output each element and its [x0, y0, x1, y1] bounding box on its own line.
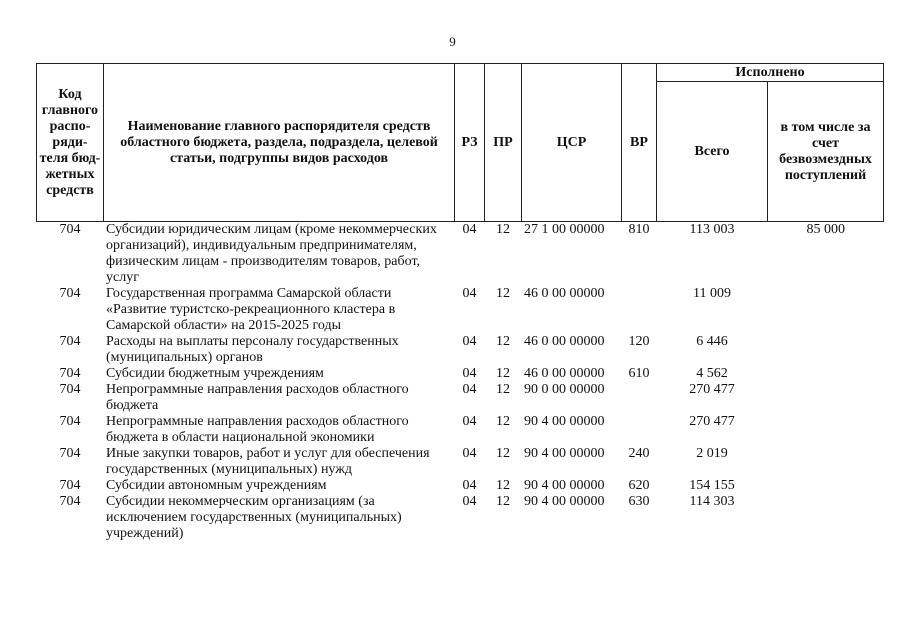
- cell-name: Государственная программа Самарской области «Развитие туристско-рекреационного кластера в Самарской области» на 2015-2025 годы: [106, 286, 396, 333]
- header-executed: Исполнено: [657, 64, 884, 82]
- header-rz: РЗ: [455, 64, 485, 222]
- cell-code: 704: [59, 334, 81, 349]
- cell-free: [768, 478, 884, 494]
- cell-name: Субсидии автономным учреждениям: [106, 478, 327, 493]
- table-row: [37, 222, 884, 287]
- cell-pr: 12: [496, 382, 510, 397]
- cell-code: 704: [59, 478, 81, 493]
- table-header: [37, 64, 884, 222]
- cell-free: 85 000: [806, 222, 845, 237]
- cell-rz: 04: [462, 334, 477, 349]
- cell-rz: 04: [462, 382, 477, 397]
- cell-code: 704: [59, 286, 81, 301]
- cell-free: [768, 382, 884, 414]
- cell-name: Непрограммные направления расходов областного бюджета: [106, 382, 409, 413]
- header-code: Код главного распо-ряди-теля бюд-жетных средств: [37, 64, 104, 222]
- cell-csr: 46 0 00 00000: [524, 366, 605, 381]
- cell-rz: 04: [462, 478, 477, 493]
- cell-name: Субсидии некоммерческим организациям (за исключением государственных (муниципальных) учреждений): [106, 494, 402, 541]
- cell-code: 704: [59, 414, 81, 429]
- cell-rz: 04: [462, 366, 477, 381]
- cell-pr: 12: [496, 366, 510, 381]
- header-name: Наименование главного распорядителя средств областного бюджета, раздела, подраздела, целевой статьи, подгруппы видов расходов: [104, 64, 455, 222]
- cell-pr: 12: [496, 478, 510, 493]
- cell-pr: 12: [496, 286, 510, 301]
- table-body: [37, 222, 884, 543]
- header-csr: ЦСР: [522, 64, 622, 222]
- cell-rz: 04: [462, 414, 477, 429]
- cell-total: 154 155: [689, 478, 735, 493]
- cell-vr: 240: [628, 446, 650, 461]
- table-row: [37, 382, 884, 414]
- cell-code: 704: [59, 222, 81, 237]
- header-vr: ВР: [622, 64, 657, 222]
- cell-name: Непрограммные направления расходов областного бюджета в области национальной экономики: [106, 414, 409, 445]
- budget-table: [36, 63, 884, 542]
- cell-rz: 04: [462, 446, 477, 461]
- cell-total: 11 009: [693, 286, 731, 301]
- cell-csr: 90 4 00 00000: [524, 478, 605, 493]
- table-row: [37, 478, 884, 494]
- cell-code: 704: [59, 494, 81, 509]
- cell-free: [768, 286, 884, 334]
- cell-rz: 04: [462, 494, 477, 509]
- cell-vr: 610: [628, 366, 650, 381]
- table-row: [37, 366, 884, 382]
- cell-free: [768, 494, 884, 542]
- cell-csr: 46 0 00 00000: [524, 334, 605, 349]
- cell-free: [768, 414, 884, 446]
- table-row: [37, 446, 884, 478]
- cell-pr: 12: [496, 494, 510, 509]
- cell-vr: 810: [628, 222, 650, 237]
- cell-vr: [622, 286, 657, 334]
- cell-code: 704: [59, 366, 81, 381]
- cell-name: Иные закупки товаров, работ и услуг для обеспечения государственных (муниципальных) нужд: [106, 446, 430, 477]
- cell-total: 270 477: [689, 382, 735, 397]
- cell-vr: [622, 382, 657, 414]
- cell-total: 4 562: [696, 366, 728, 381]
- cell-total: 6 446: [696, 334, 728, 349]
- cell-total: 2 019: [696, 446, 728, 461]
- cell-code: 704: [59, 446, 81, 461]
- cell-vr: 630: [628, 494, 650, 509]
- cell-free: [768, 446, 884, 478]
- table-row: [37, 286, 884, 334]
- cell-csr: 90 4 00 00000: [524, 446, 605, 461]
- cell-vr: 620: [628, 478, 650, 493]
- header-pr: ПР: [485, 64, 522, 222]
- cell-free: [768, 366, 884, 382]
- cell-csr: 27 1 00 00000: [524, 222, 605, 237]
- header-total: Всего: [657, 82, 768, 222]
- cell-rz: 04: [462, 222, 477, 237]
- cell-free: [768, 334, 884, 366]
- cell-vr: 120: [628, 334, 650, 349]
- cell-csr: 46 0 00 00000: [524, 286, 605, 301]
- cell-pr: 12: [496, 334, 510, 349]
- page-number: 9: [449, 34, 456, 49]
- cell-csr: 90 4 00 00000: [524, 494, 605, 509]
- cell-rz: 04: [462, 286, 477, 301]
- cell-pr: 12: [496, 414, 510, 429]
- cell-vr: [622, 414, 657, 446]
- table-row: [37, 414, 884, 446]
- cell-total: 113 003: [689, 222, 735, 237]
- cell-csr: 90 0 00 00000: [524, 382, 605, 397]
- table-row: [37, 334, 884, 366]
- cell-name: Субсидии юридическим лицам (кроме некоммерческих организаций), индивидуальным предпринимателям, физическим лицам - производителям товаров, работ, услуг: [106, 222, 437, 285]
- cell-total: 270 477: [689, 414, 735, 429]
- header-free: в том числе за счет безвозмездных поступлений: [768, 82, 884, 222]
- cell-csr: 90 4 00 00000: [524, 414, 605, 429]
- cell-name: Расходы на выплаты персоналу государственных (муниципальных) органов: [106, 334, 399, 365]
- cell-pr: 12: [496, 446, 510, 461]
- table-row: [37, 494, 884, 542]
- cell-pr: 12: [496, 222, 510, 237]
- cell-code: 704: [59, 382, 81, 397]
- cell-name: Субсидии бюджетным учреждениям: [106, 366, 324, 381]
- cell-total: 114 303: [689, 494, 735, 509]
